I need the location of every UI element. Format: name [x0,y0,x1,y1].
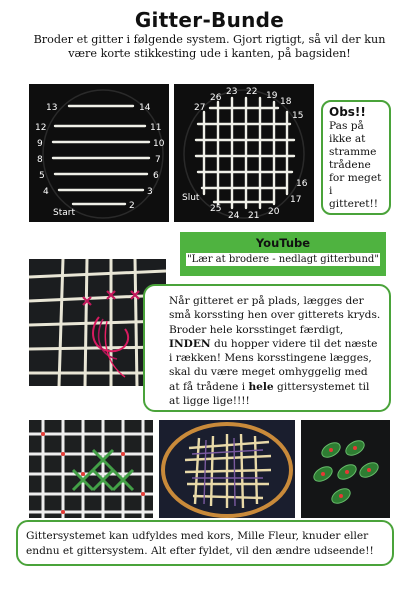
diagram1-start-label: Start [53,208,75,218]
obs-note [321,100,391,215]
diagram1-left-number: 8 [37,155,43,165]
youtube-box[interactable] [180,232,386,276]
instructions-text [143,284,391,412]
diagram2-top-number: 22 [246,87,258,97]
diagram1-left-number: 9 [37,139,43,149]
diagram1-left-number: 5 [39,171,45,181]
diagram2-slut-label: Slut [182,193,200,203]
diagram2-top-number: 19 [266,91,278,101]
page-title: Gitter-Bunde [134,8,285,32]
youtube-subtitle: "Lær at brodere - nedlagt gitterbund" [187,254,379,265]
diagram2-top-number: 23 [226,87,238,97]
diagram-horizontal-stitches [29,84,169,222]
diagram1-left-number: 13 [46,103,58,113]
diagram2-top-left-number: 26 [210,93,222,103]
diagram1-right-number: 10 [153,139,165,149]
diagram1-right-number: 3 [147,187,153,197]
diagram1-right-number: 6 [153,171,159,181]
photo-double-grid [159,420,295,518]
diagram2-bottom-number: 24 [228,211,240,221]
diagram1-right-number: 7 [155,155,161,165]
diagram2-top-right-number: 18 [280,97,292,107]
instructions-part2: du hopper videre til det næste i rækken! Mens korsstingene lægges, skal du være meget omhyggelig med at få trådene i [169,337,378,393]
diagram1-left-number: 4 [43,187,49,197]
photo-mille-fleur [301,420,390,518]
diagram1-number-2: 2 [129,201,135,211]
diagram-grid [174,84,314,222]
diagram2-bottom-number: 21 [248,211,260,221]
instructions-emphasis-hele: hele [248,380,274,393]
photo-green-crosses [29,420,153,518]
diagram1-left-number: 12 [35,123,47,133]
instructions-part1: Når gitteret er på plads, lægges der små korssting hen over gitterets kryds. Broder hele korsstinget færdigt, [169,295,381,336]
instructions-emphasis-inden: INDEN [169,337,211,350]
diagram2-bottom-number: 25 [210,204,222,214]
diagram2-top-right-number: 15 [292,111,304,121]
diagram2-right-number: 17 [290,195,302,205]
fillings-text: Gittersystemet kan udfyldes med kors, Mille Fleur, knuder eller endnu et gittersystem. Alt efter fyldet, vil den ændre udseende!! [16,520,394,566]
instructions-part3: gittersystemet til at ligge lige!!!! [169,380,370,408]
diagram2-top-left-number: 27 [194,103,206,113]
obs-text: Pas på ikke at stramme trådene for meget i gitteret!! [329,120,382,210]
youtube-heading: YouTube [255,236,311,250]
diagram2-right-number: 16 [296,179,308,189]
intro-text: Broder et gitter i følgende system. Gjort rigtigt, så vil der kun være korte stikkesting ude i kanten, på bagsiden! [33,33,386,60]
obs-heading: Obs!! [329,105,366,119]
diagram1-right-number: 11 [150,123,162,133]
diagram1-right-number: 14 [139,103,151,113]
diagram2-bottom-number: 20 [268,207,280,217]
